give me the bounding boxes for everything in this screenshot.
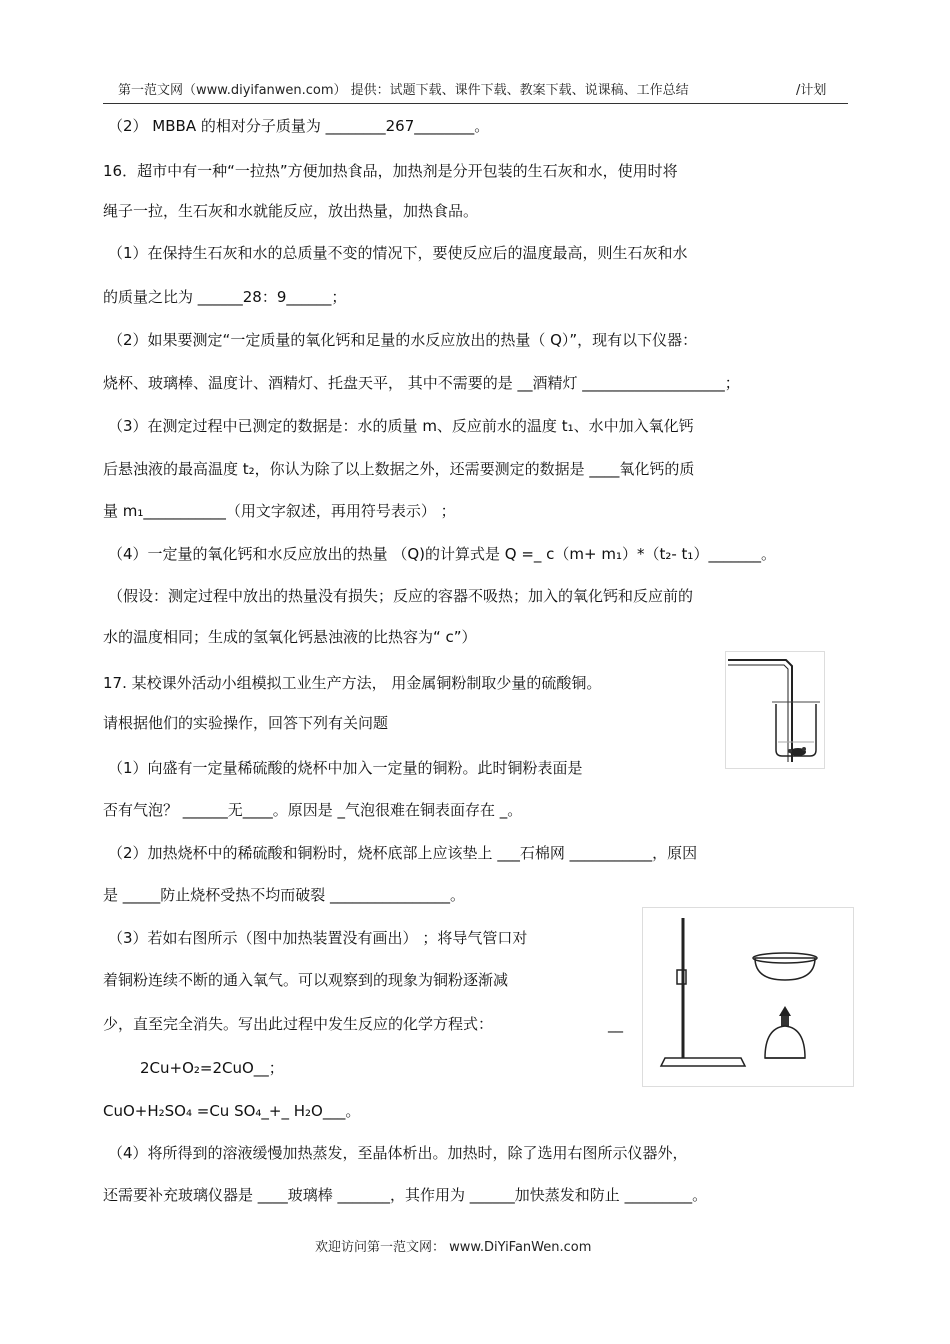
header-rule [103,103,848,104]
text-line: 的质量之比为 ______28：9______； [103,288,347,306]
text-line: （4）将所得到的溶液缓慢加热蒸发，至晶体析出。加热时，除了选用右图所示仪器外， [108,1144,688,1162]
text-line: （3）若如右图所示（图中加热装置没有画出） ；将导气管口对 [108,929,528,947]
footer-text: 欢迎访问第一范文网： www.DiYiFanWen.com [315,1240,592,1255]
text-line: （1）向盛有一定量稀硫酸的烧杯中加入一定量的铜粉。此时铜粉表面是 [108,759,583,777]
text-line: __ [608,1015,623,1033]
text-line: 请根据他们的实验操作，回答下列有关问题 [103,714,389,732]
text-line: （1）在保持生石灰和水的总质量不变的情况下，要使反应后的温度最高，则生石灰和水 [108,244,688,262]
header-right: /计划 [796,83,827,98]
text-line: 量 m₁___________（用文字叙述，再用符号表示） ； [103,502,456,520]
text-line: （2）加热烧杯中的稀硫酸和铜粉时，烧杯底部上应该垫上 ___石棉网 ___________，原因 [108,844,698,862]
header-left: 第一范文网（www.diyifanwen.com） 提供：试题下载、课件下载、教案下载、说课稿、工作总结 [118,83,689,98]
text-line: 2Cu+O₂=2CuO__； [140,1059,284,1077]
text-line: 还需要补充玻璃仪器是 ____玻璃棒 _______，其作用为 ______加快蒸发和防止 _________。 [103,1186,708,1204]
text-line: CuO+H₂SO₄ =Cu SO₄_+_ H₂O___。 [103,1102,361,1120]
text-line: （4）一定量的氧化钙和水反应放出的热量 （Q)的计算式是 Q =_ c（m+ m₁）*（t₂- t₁）_______。 [108,545,776,563]
text-line: 17. 某校课外活动小组模拟工业生产方法， 用金属铜粉制取少量的硫酸铜。 [103,674,602,692]
text-line: （2） MBBA 的相对分子质量为 ________267________。 [108,117,490,135]
iron-stand-icon [643,908,853,1086]
text-line: 水的温度相同；生成的氢氧化钙悬浊液的比热容为“ c”） [103,628,477,646]
beaker-with-tube-figure [725,651,825,769]
apparatus-figure [642,907,854,1087]
beaker-icon [726,652,824,768]
text-line: （假设：测定过程中放出的热量没有损失；反应的容器不吸热；加入的氧化钙和反应前的 [108,587,694,605]
text-line: 后悬浊液的最高温度 t₂，你认为除了以上数据之外，还需要测定的数据是 ____氧化钙的质 [103,460,695,478]
text-line: （2）如果要测定“一定质量的氧化钙和足量的水反应放出的热量（ Q）”，现有以下仪器： [108,331,698,349]
text-line: 是 _____防止烧杯受热不均而破裂 ________________。 [103,886,466,904]
text-line: 着铜粉连续不断的通入氧气。可以观察到的现象为铜粉逐渐减 [103,971,509,989]
text-line: 否有气泡？ ______无____。原因是 _气泡很难在铜表面存在 _。 [103,801,523,819]
text-line: 16．超市中有一种“一拉热”方便加热食品，加热剂是分开包装的生石灰和水，使用时将 [103,162,678,180]
text-line: 少，直至完全消失。写出此过程中发生反应的化学方程式： [103,1015,494,1033]
text-line: 绳子一拉，生石灰和水就能反应，放出热量，加热食品。 [103,202,479,220]
text-line: 烧杯、玻璃棒、温度计、酒精灯、托盘天平， 其中不需要的是 __酒精灯 ___________________； [103,374,740,392]
text-line: （3）在测定过程中已测定的数据是：水的质量 m、反应前水的温度 t₁、水中加入氧化钙 [108,417,694,435]
